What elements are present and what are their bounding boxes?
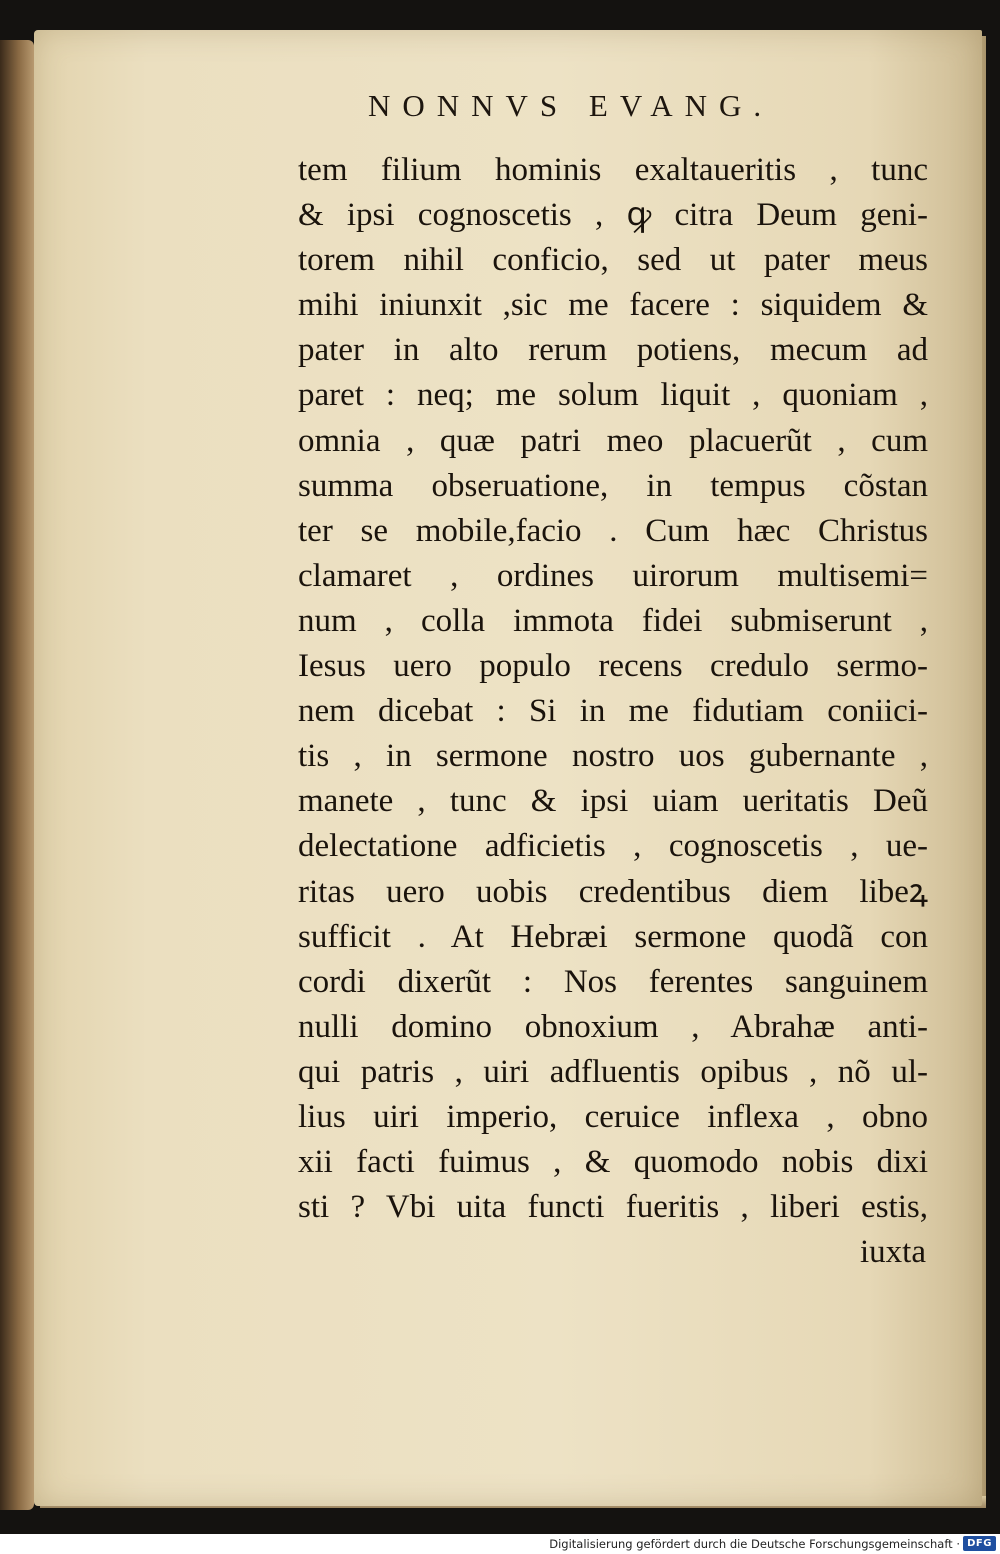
- text-line: omnia , quæ patri meo placuerũt , cum: [298, 422, 928, 459]
- text-line: summa obseruatione, in tempus cõstan: [298, 467, 928, 504]
- text-line: & ipsi cognoscetis , ꝙ citra Deum geni-: [298, 197, 928, 234]
- text-line: pater in alto rerum potiens, mecum ad: [298, 332, 928, 369]
- text-line: mihi iniunxit ,sic me facere : siquidem &: [298, 287, 928, 324]
- dfg-logo-icon: [963, 1536, 996, 1551]
- text-line: cordi dixerũt : Nos ferentes sanguinem: [298, 963, 928, 1000]
- book-cover-edge: [0, 40, 34, 1510]
- text-line: ter se mobile,facio . Cum hæc Christus: [298, 512, 928, 549]
- text-line: tem filium hominis exaltaueritis , tunc: [298, 152, 928, 188]
- body-text: [298, 148, 928, 1275]
- text-line: Iesus uero populo recens credulo sermo-: [298, 648, 928, 685]
- text-line: xii facti fuimus , & quomodo nobis dixi: [298, 1144, 928, 1181]
- text-line: ritas uero uobis credentibus diem libeꝝ: [298, 873, 928, 910]
- dfg-logo-text: DFG: [967, 1538, 992, 1549]
- text-line: sti ? Vbi uita functi fueritis , liberi estis,: [298, 1189, 928, 1226]
- footer-strip: [0, 1534, 1000, 1554]
- text-line: sufficit . At Hebræi sermone quodã con: [298, 918, 928, 955]
- text-line: lius uiri imperio, ceruice inflexa , obno: [298, 1098, 928, 1135]
- text-line: nem dicebat : Si in me fidutiam coniici-: [298, 693, 928, 730]
- text-line: paret : neq; me solum liquit , quoniam ,: [298, 377, 928, 414]
- text-line: torem nihil conficio, sed ut pater meus: [298, 242, 928, 279]
- catchword: iuxta: [860, 1234, 926, 1271]
- text-line: num , colla immota fidei submiserunt ,: [298, 602, 928, 639]
- text-line: qui patris , uiri adfluentis opibus , nõ ul-: [298, 1053, 928, 1090]
- text-line: nulli domino obnoxium , Abrahæ anti-: [298, 1008, 928, 1045]
- funding-credit: Digitalisierung gefördert durch die Deutsche Forschungsgemeinschaft ·: [549, 1537, 960, 1551]
- text-line: tis , in sermone nostro uos gubernante ,: [298, 738, 928, 775]
- text-line: clamaret , ordines uirorum multisemi=: [298, 557, 928, 594]
- text-line: delectatione adficietis , cognoscetis , ue-: [298, 828, 928, 865]
- text-line: manete , tunc & ipsi uiam ueritatis Deũ: [298, 783, 928, 820]
- running-head: NONNVS EVANG.: [368, 88, 774, 123]
